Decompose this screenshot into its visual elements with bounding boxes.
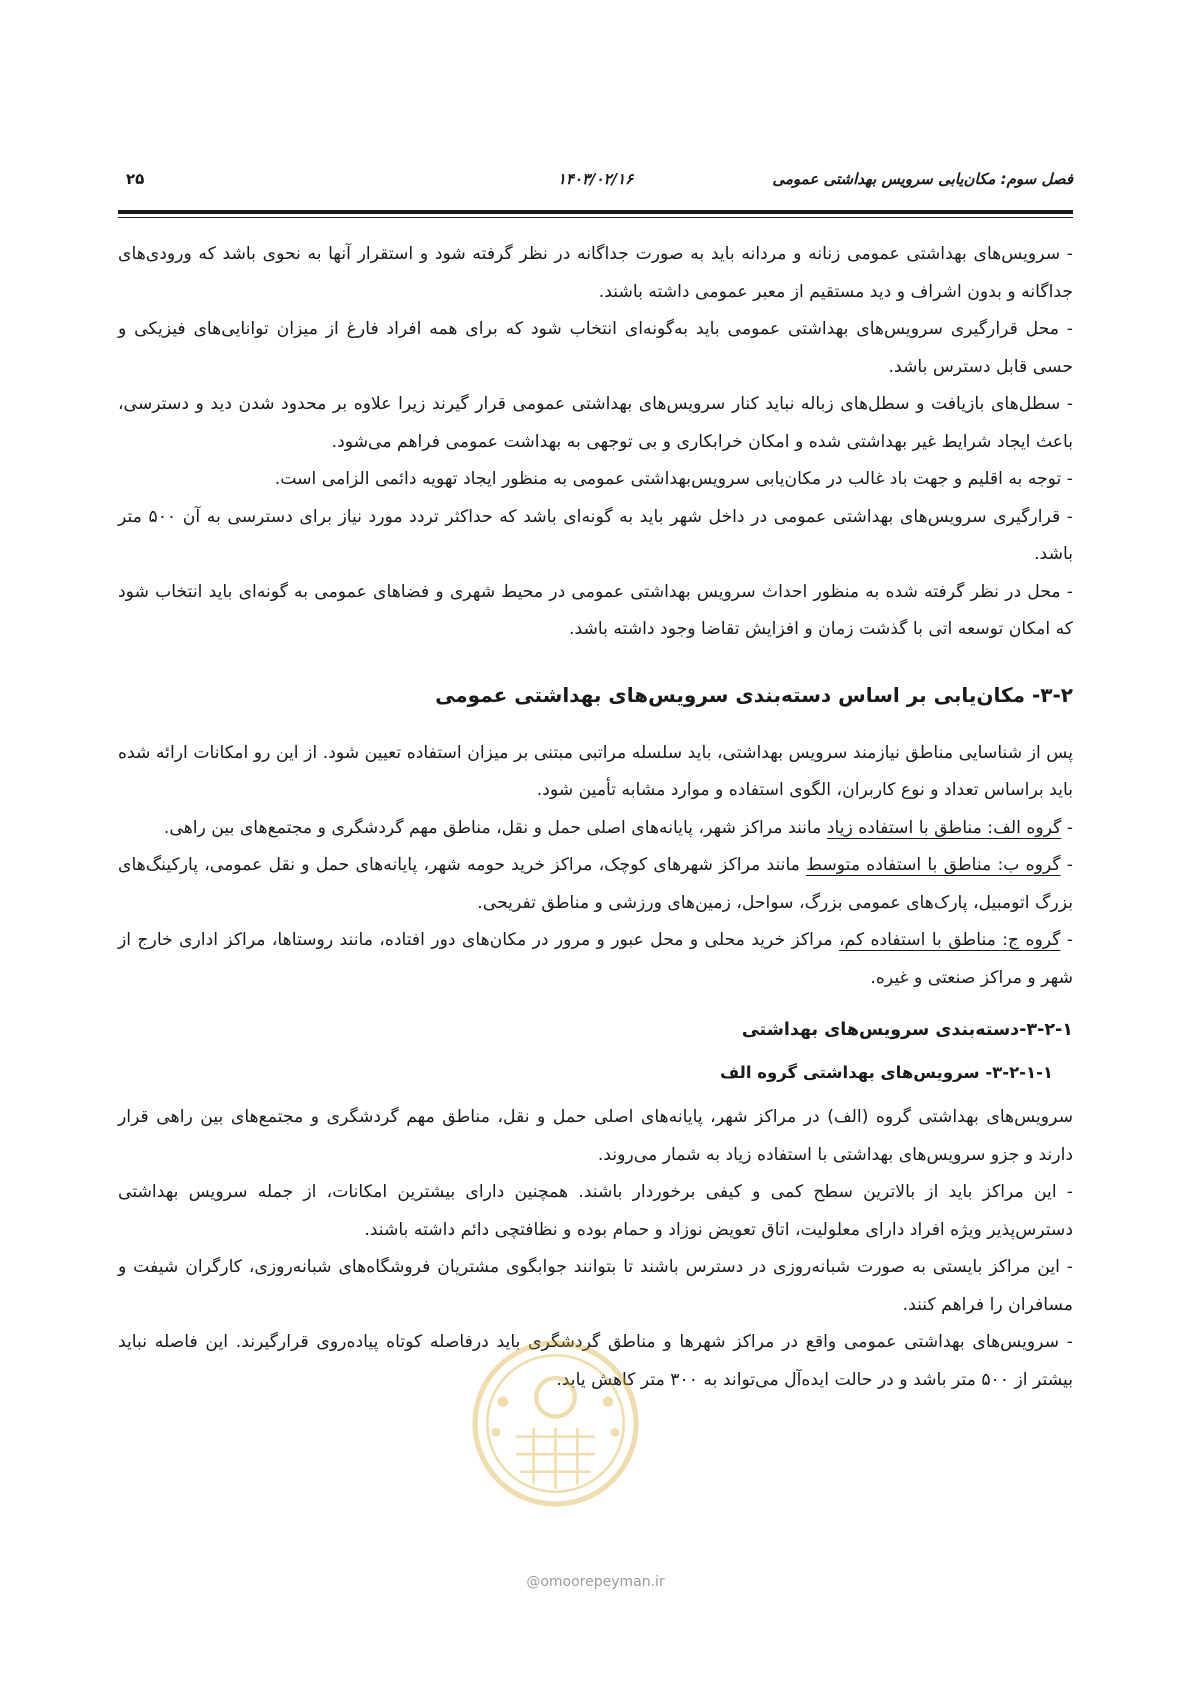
section-heading-3-2-1: ۳-۲-۱-دسته‌بندی سرویس‌های بهداشتی: [741, 1020, 1073, 1040]
header-rule-thick: [118, 210, 1073, 214]
watermark-seal-logo: [468, 1336, 643, 1511]
section-heading-3-2-1-1: ۳-۲-۱-۱- سرویس‌های بهداشتی گروه الف: [720, 1063, 1053, 1082]
group-b-label: گروه ب: مناطق با استفاده متوسط: [806, 855, 1061, 875]
page-number: ۲۵: [126, 170, 145, 188]
group-a-item: [118, 810, 1073, 848]
bullet-waste-bins: - سطل‌های بازیافت و سطل‌های زباله نباید کنار سرویس‌های بهداشتی عمومی قرار گیرند زیرا علاوه بر محدود شدن دید و دسترسی، باعث ایجاد شرایط غیر بهداشتی شده و امکان خرابکاری و بی توجهی به بهداشت عمومی فراهم می‌شود.: [118, 394, 1073, 452]
bullet-dash: -: [1061, 817, 1073, 838]
bullet-climate-wind: - توجه به اقلیم و جهت باد غالب در مکان‌یابی سرویس‌بهداشتی عمومی به منظور ایجاد تهویه دائمی الزامی است.: [274, 469, 1073, 489]
bullet-walking-distance: - سرویس‌های بهداشتی عمومی واقع در مراکز شهرها و مناطق گردشگری باید درفاصله کوتاه پیاده‌روی قرارگیرند. این فاصله نباید بیشتر از ۵۰۰ متر باشد و در حالت ایده‌آل می‌تواند به ۳۰۰ متر کاهش یابد.: [118, 1332, 1073, 1390]
bullet-future-expansion: - محل در نظر گرفته شده به منظور احداث سرویس بهداشتی عمومی در محیط شهری و فضاهای عمومی به گونه‌ای باید انتخاب شود که امکان توسعه اتی با گذشت زمان و افزایش تقاضا وجود داشته باشد.: [118, 581, 1073, 639]
bullet-accessibility: - محل قرارگیری سرویس‌های بهداشتی عمومی باید به‌گونه‌ای انتخاب شود که برای همه افراد فارغ از میزان توانایی‌های فیزیکی و حسی قابل دسترس باشد.: [118, 319, 1073, 377]
bullet-dash: -: [1060, 930, 1073, 950]
page-content: [118, 236, 1073, 1399]
bullet-dash: -: [1060, 855, 1073, 875]
group-c-text: مراکز خرید محلی و محل عبور و مرور در مکان‌های دور افتاده، مانند روستاها، مراکز اداری خارج از شهر و مراکز صنعتی و غیره.: [118, 930, 1073, 988]
header-date: ۱۴۰۳/۰۲/۱۶: [557, 170, 634, 188]
bullet-distance-500m: - قرارگیری سرویس‌های بهداشتی عمومی در داخل شهر باید به گونه‌ای باشد که حداکثر تردد مورد نیاز برای دسترسی به آن ۵۰۰ متر باشد.: [118, 506, 1073, 564]
group-b-item: [118, 847, 1073, 922]
header-rule-thin: [118, 217, 1073, 218]
section-heading-3-2: ۳-۲- مکان‌یابی بر اساس دسته‌بندی سرویس‌های بهداشتی عمومی: [435, 682, 1073, 707]
group-c-label: گروه ج: مناطق با استفاده کم،: [838, 930, 1061, 950]
watermark-text: @omoorepeyman.ir: [526, 1574, 665, 1590]
group-c-item: [118, 922, 1073, 997]
group-b-text: مانند مراکز شهرهای کوچک، مراکز خرید حومه شهر، پایانه‌های حمل و نقل عمومی، پارکینگ‌های بزرگ اتومبیل، پارک‌های عمومی بزرگ، سواحل، زمین‌های ورزشی و مناطق تفریحی.: [118, 855, 1073, 913]
chapter-title: فصل سوم: مکان‌یابی سرویس بهداشتی عمومی: [772, 170, 1073, 188]
bullet-24h-access: - این مراکز بایستی به صورت شبانه‌روزی در دسترس باشند تا بتوانند جوابگوی مشتریان فروشگاه‌های شبانه‌روزی، کارگران شیفت و مسافران را فراهم کنند.: [118, 1257, 1073, 1315]
group-a-text: مانند مراکز شهر، پایانه‌های اصلی حمل و نقل، مناطق مهم گردشگری و مجتمع‌های بین راهی.: [163, 817, 827, 838]
section-3-2-1-1-paragraph: سرویس‌های بهداشتی گروه (الف) در مراکز شهر، پایانه‌های اصلی حمل و نقل، مناطق مهم گردشگری و مجتمع‌های بین راهی قرار دارند و جزو سرویس‌های بهداشتی با استفاده زیاد به شمار می‌روند.: [118, 1107, 1073, 1165]
page-header: [118, 170, 1073, 200]
bullet-separate-entrances: - سرویس‌های بهداشتی عمومی زنانه و مردانه باید به صورت جداگانه در نظر گرفته شود و استقرار آنها به نحوی باشد که ورودی‌های جداگانه و بدون اشراف و دید مستقیم از معبر عمومی داشته باشند.: [118, 244, 1073, 302]
bullet-highest-quality: - این مراکز باید از بالاترین سطح کمی و کیفی برخوردار باشند. همچنین دارای بیشترین امکانات، از جمله سرویس بهداشتی دسترس‌پذیر ویژه افراد دارای معلولیت، اتاق تعویض نوزاد و حمام بوده و نظافتچی دائم داشته باشند.: [118, 1182, 1073, 1240]
section-3-2-paragraph: پس از شناسایی مناطق نیازمند سرویس بهداشتی، باید سلسله مراتبی مبتنی بر میزان استفاده تعیین شود. از این رو امکانات ارائه شده باید براساس تعداد و نوع کاربران، الگوی استفاده و موارد مشابه تأمین شود.: [118, 742, 1073, 800]
group-a-label: گروه الف: مناطق با استفاده زیاد: [826, 817, 1062, 838]
